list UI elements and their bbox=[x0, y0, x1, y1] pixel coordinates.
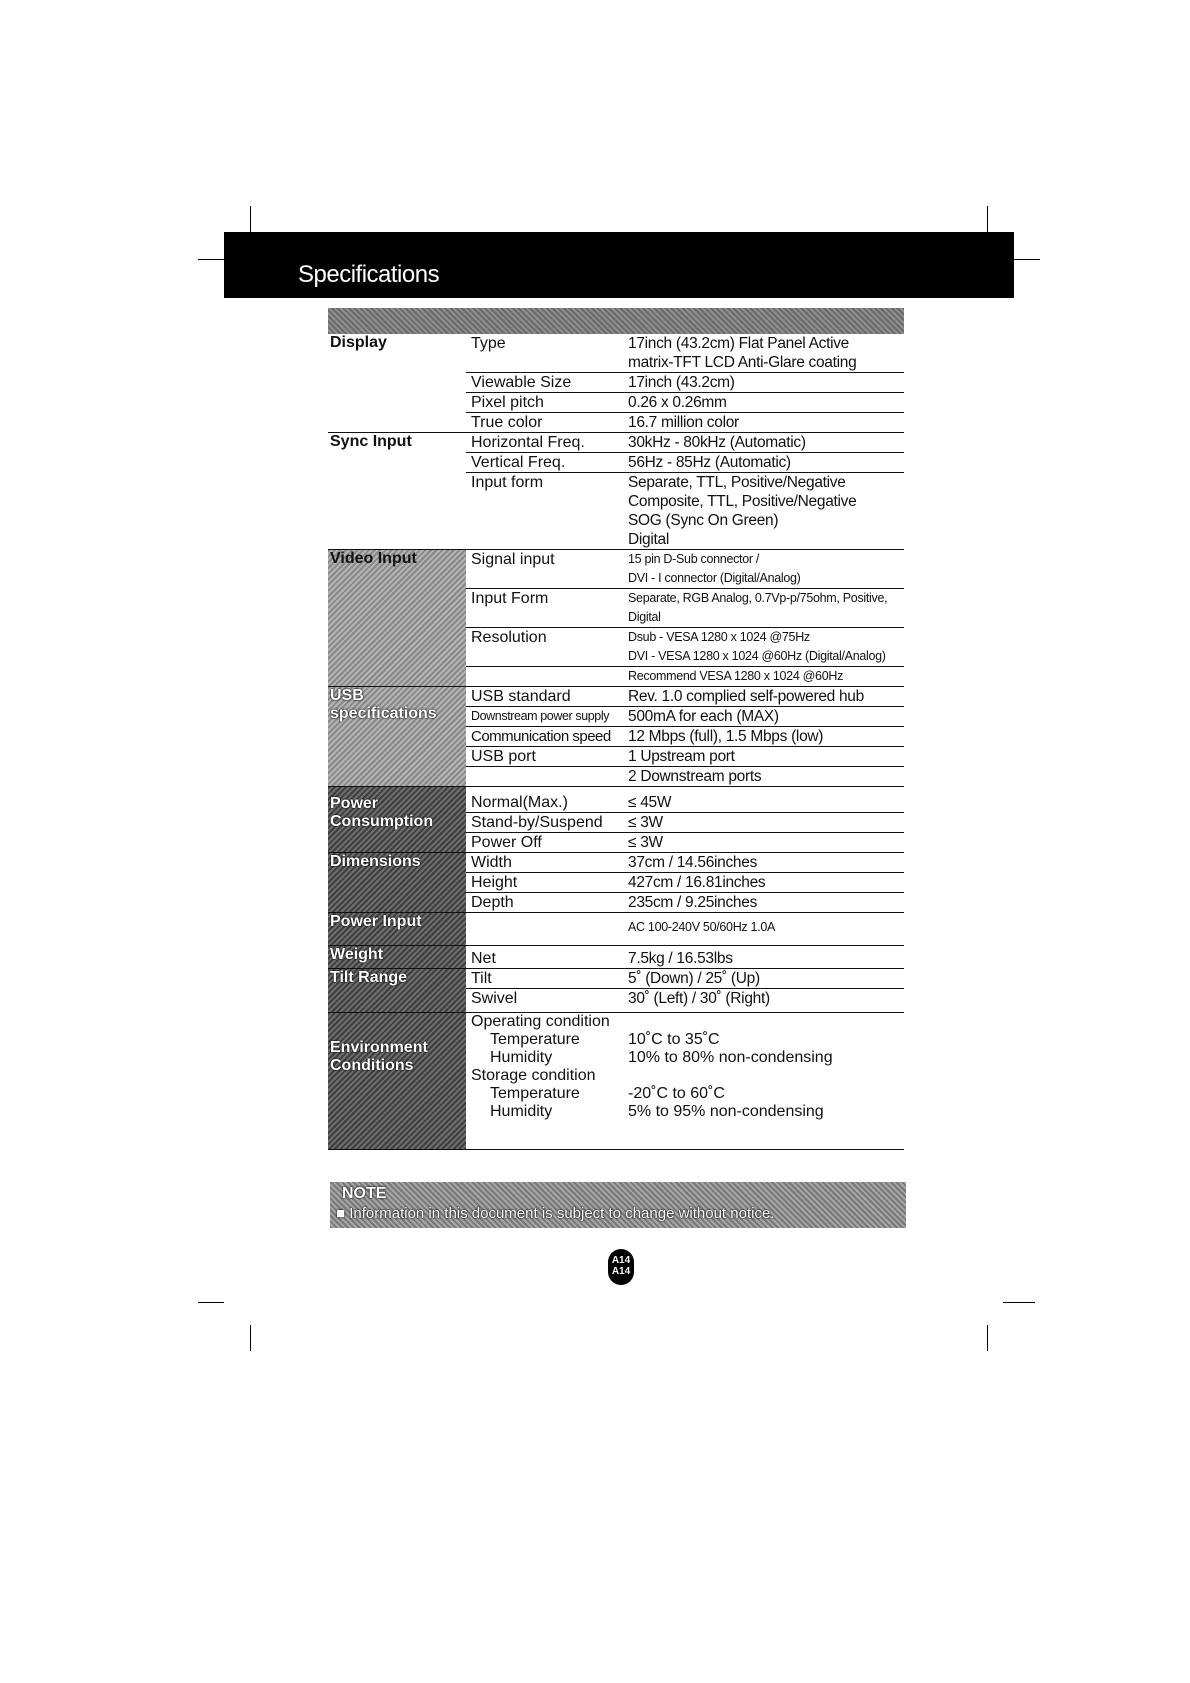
page-number: A14 bbox=[611, 1255, 631, 1266]
spec-key: Power Off bbox=[471, 834, 542, 851]
spec-value: 235cm / 9.25inches bbox=[628, 894, 758, 911]
section-label: Environment Conditions bbox=[330, 1039, 428, 1074]
spec-value bbox=[628, 473, 904, 549]
spec-row bbox=[466, 989, 904, 1012]
spec-row bbox=[466, 873, 904, 893]
spec-value bbox=[628, 550, 904, 588]
section-label-cell bbox=[328, 687, 466, 786]
spec-row bbox=[466, 893, 904, 912]
env-row bbox=[466, 1085, 904, 1103]
spec-value: 30kHz - 80kHz (Automatic) bbox=[628, 434, 806, 451]
env-row bbox=[466, 1031, 904, 1049]
crop-mark bbox=[987, 206, 988, 232]
section-tilt-range bbox=[328, 969, 904, 1013]
spec-row bbox=[466, 946, 904, 968]
note-text: ■ Information in this document is subject to change without notice. bbox=[336, 1205, 775, 1222]
spec-row bbox=[466, 853, 904, 873]
spec-key: Horizontal Freq. bbox=[471, 434, 585, 451]
section-weight bbox=[328, 946, 904, 969]
section-label-cell bbox=[328, 969, 466, 1012]
crop-mark bbox=[250, 206, 251, 232]
section-label: Power Consumption bbox=[330, 795, 434, 830]
spec-row bbox=[466, 767, 904, 786]
section-label-cell bbox=[328, 1013, 466, 1149]
spec-value: AC 100-240V 50/60Hz 1.0A bbox=[628, 920, 776, 934]
section-label-cell bbox=[328, 550, 466, 686]
section-video-input bbox=[328, 550, 904, 687]
spec-row bbox=[466, 707, 904, 727]
spec-key: Temperature bbox=[490, 1031, 580, 1048]
spec-value: 427cm / 16.81inches bbox=[628, 874, 766, 891]
spec-value-line: SOG (Sync On Green) bbox=[628, 512, 779, 529]
env-heading: Storage condition bbox=[471, 1067, 596, 1084]
spec-row bbox=[466, 393, 904, 413]
spec-value-line: 15 pin D-Sub connector / bbox=[628, 552, 760, 566]
spec-key: Width bbox=[471, 854, 512, 871]
crop-mark bbox=[250, 1325, 251, 1351]
spec-value: 5% to 95% non-condensing bbox=[628, 1103, 824, 1120]
section-label: Tilt Range bbox=[330, 969, 408, 986]
spec-row bbox=[466, 550, 904, 589]
spec-value-line: Digital bbox=[628, 531, 669, 548]
spec-row bbox=[466, 589, 904, 628]
spec-key: Type bbox=[471, 335, 506, 352]
spec-value: 12 Mbps (full), 1.5 Mbps (low) bbox=[628, 728, 824, 745]
spec-value: Recommend VESA 1280 x 1024 @60Hz bbox=[628, 669, 844, 683]
spec-value: Rev. 1.0 complied self-powered hub bbox=[628, 688, 864, 705]
section-power-consumption bbox=[328, 787, 904, 853]
spec-key bbox=[466, 767, 628, 786]
spec-key: True color bbox=[471, 414, 543, 431]
section-label: Video Input bbox=[330, 550, 417, 567]
section-label-cell bbox=[328, 853, 466, 912]
spec-key: Depth bbox=[471, 894, 514, 911]
section-label-cell bbox=[328, 787, 466, 852]
section-power-input bbox=[328, 913, 904, 946]
section-label: Weight bbox=[330, 946, 384, 963]
spec-value-line: Composite, TTL, Positive/Negative bbox=[628, 493, 857, 510]
section-label-cell bbox=[328, 913, 466, 945]
crop-mark bbox=[1014, 259, 1040, 260]
table-header-bar bbox=[328, 308, 904, 334]
spec-value bbox=[628, 334, 904, 372]
spec-value: 56Hz - 85Hz (Automatic) bbox=[628, 454, 791, 471]
section-environment bbox=[328, 1013, 904, 1150]
spec-key: Temperature bbox=[490, 1085, 580, 1102]
spec-value: ≤ 45W bbox=[628, 794, 672, 811]
spec-value: 2 Downstream ports bbox=[628, 768, 762, 785]
spec-row bbox=[466, 413, 904, 432]
spec-table bbox=[328, 308, 904, 1150]
spec-value: -20˚C to 60˚C bbox=[628, 1085, 725, 1102]
spec-row bbox=[466, 793, 904, 813]
spec-value: 37cm / 14.56inches bbox=[628, 854, 758, 871]
spec-value: 1 Upstream port bbox=[628, 748, 735, 765]
crop-mark bbox=[198, 1302, 224, 1303]
spec-value: 500mA for each (MAX) bbox=[628, 708, 779, 725]
spec-key bbox=[466, 918, 628, 937]
spec-key: Stand-by/Suspend bbox=[471, 814, 603, 831]
spec-value-line: DVI - I connector (Digital/Analog) bbox=[628, 571, 801, 585]
section-label: Power Input bbox=[330, 913, 422, 930]
section-label: Display bbox=[330, 334, 387, 351]
spec-key: Humidity bbox=[490, 1049, 553, 1066]
page-number-badge bbox=[608, 1249, 634, 1285]
spec-value-line: Dsub - VESA 1280 x 1024 @75Hz bbox=[628, 630, 810, 644]
crop-mark bbox=[198, 259, 224, 260]
page-title: Specifications bbox=[298, 261, 440, 288]
env-row bbox=[466, 1067, 904, 1085]
spec-key: Input form bbox=[471, 474, 544, 491]
spec-row bbox=[466, 747, 904, 767]
spec-value: 0.26 x 0.26mm bbox=[628, 394, 727, 411]
spec-value: 16.7 million color bbox=[628, 414, 739, 431]
spec-key: Height bbox=[471, 874, 518, 891]
spec-key: Downstream power supply bbox=[471, 709, 610, 723]
spec-value-line: 17inch (43.2cm) Flat Panel Active bbox=[628, 335, 849, 352]
spec-key: Swivel bbox=[471, 990, 518, 1007]
spec-key: Humidity bbox=[490, 1103, 553, 1120]
spec-value: 10% to 80% non-condensing bbox=[628, 1049, 833, 1066]
spec-row bbox=[466, 628, 904, 667]
section-display bbox=[328, 334, 904, 433]
section-label: Dimensions bbox=[330, 853, 421, 870]
spec-key: Resolution bbox=[471, 629, 547, 646]
env-row bbox=[466, 1013, 904, 1031]
spec-key: Input Form bbox=[471, 590, 549, 607]
spec-row bbox=[466, 687, 904, 707]
spec-row bbox=[466, 833, 904, 852]
spec-key: USB standard bbox=[471, 688, 571, 705]
spec-value bbox=[628, 628, 904, 666]
note-title: NOTE bbox=[342, 1185, 387, 1202]
spec-key: Net bbox=[471, 950, 496, 967]
spec-value: 7.5kg / 16.53lbs bbox=[628, 950, 733, 967]
spec-key: Vertical Freq. bbox=[471, 454, 566, 471]
spec-key: Communication speed bbox=[471, 728, 611, 745]
spec-value: ≤ 3W bbox=[628, 834, 663, 851]
spec-value: 30˚ (Left) / 30˚ (Right) bbox=[628, 990, 770, 1007]
env-heading: Operating condition bbox=[471, 1013, 610, 1030]
section-label-cell bbox=[328, 433, 466, 549]
page-number: A14 bbox=[611, 1266, 631, 1277]
spec-value: Separate, RGB Analog, 0.7Vp-p/75ohm, Positive, Digital bbox=[628, 591, 888, 624]
spec-key: Signal input bbox=[471, 551, 555, 568]
spec-value-line: Separate, TTL, Positive/Negative bbox=[628, 474, 846, 491]
section-label-cell bbox=[328, 946, 466, 968]
spec-value: 10˚C to 35˚C bbox=[628, 1031, 720, 1048]
env-row bbox=[466, 1049, 904, 1067]
spec-value: ≤ 3W bbox=[628, 814, 663, 831]
spec-key: USB port bbox=[471, 748, 536, 765]
spec-key: Tilt bbox=[471, 970, 492, 987]
spec-value: 5˚ (Down) / 25˚ (Up) bbox=[628, 970, 760, 987]
note-box bbox=[330, 1182, 906, 1228]
spec-row bbox=[466, 727, 904, 747]
crop-mark bbox=[1003, 1302, 1035, 1303]
spec-row bbox=[466, 969, 904, 989]
spec-row bbox=[466, 813, 904, 833]
spec-key: Viewable Size bbox=[471, 374, 572, 391]
header-bar bbox=[224, 232, 1014, 298]
spec-row bbox=[466, 913, 904, 945]
spec-value-line: DVI - VESA 1280 x 1024 @60Hz (Digital/Analog) bbox=[628, 649, 886, 663]
spec-row bbox=[466, 453, 904, 473]
section-label: Sync Input bbox=[330, 433, 412, 450]
section-sync-input bbox=[328, 433, 904, 550]
spec-key: Pixel pitch bbox=[471, 394, 544, 411]
spec-key bbox=[466, 667, 628, 686]
section-dimensions bbox=[328, 853, 904, 913]
spec-row bbox=[466, 373, 904, 393]
spec-row bbox=[466, 433, 904, 453]
section-label-cell bbox=[328, 334, 466, 432]
section-label: USB specifications bbox=[330, 687, 437, 722]
crop-mark bbox=[987, 1325, 988, 1351]
spec-row bbox=[466, 473, 904, 549]
section-usb bbox=[328, 687, 904, 787]
spec-value: 17inch (43.2cm) bbox=[628, 374, 735, 391]
spec-key: Normal(Max.) bbox=[471, 794, 568, 811]
spec-row bbox=[466, 667, 904, 686]
spec-row bbox=[466, 334, 904, 373]
env-row bbox=[466, 1103, 904, 1121]
spec-value-line: matrix-TFT LCD Anti-Glare coating bbox=[628, 354, 857, 371]
